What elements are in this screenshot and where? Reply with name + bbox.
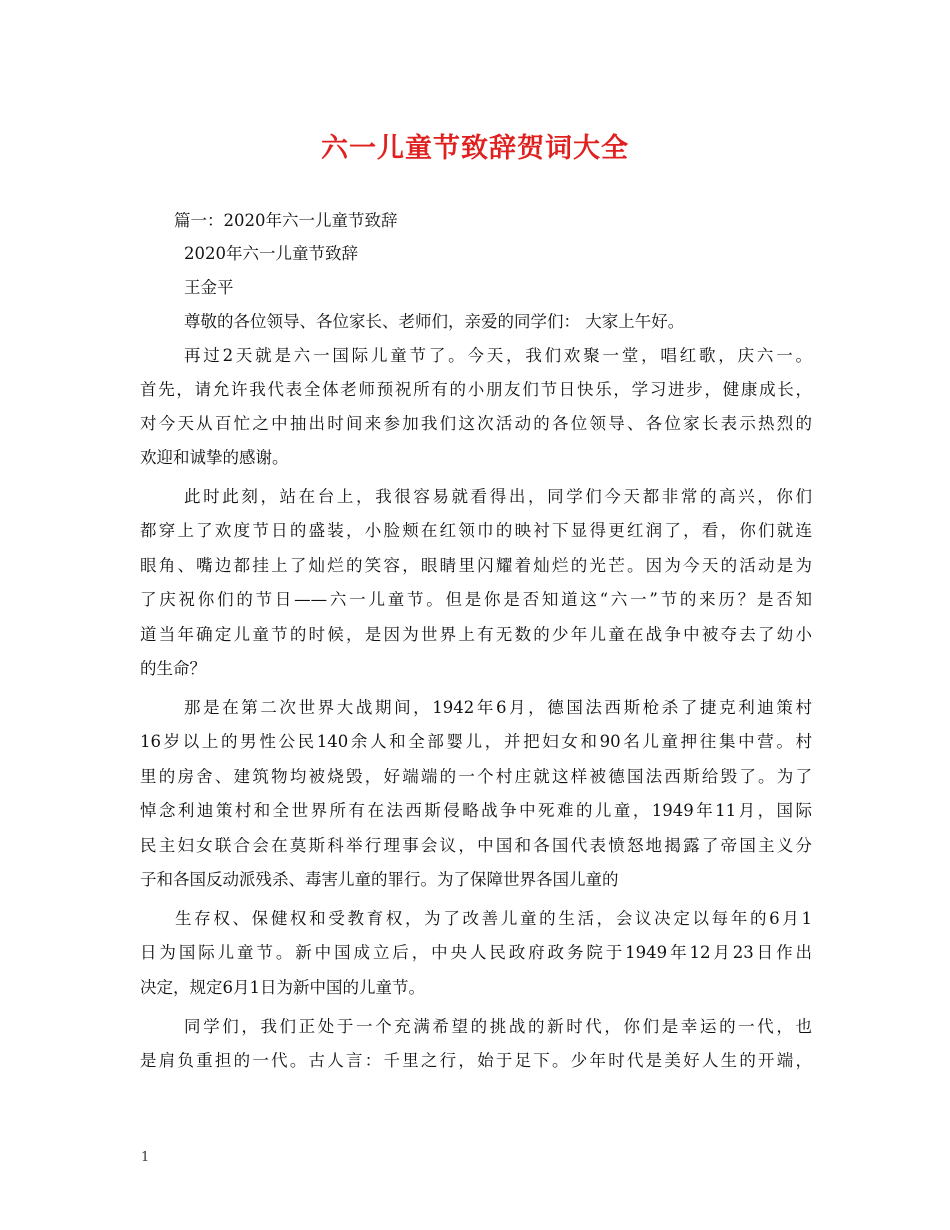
page-number: 1 bbox=[141, 1150, 150, 1165]
paragraph-line: 眼角、嘴边都挂上了灿烂的笑容，眼睛里闪耀着灿烂的光芒。因为今天的活动是为 bbox=[140, 556, 812, 575]
speaker-name: 王金平 bbox=[184, 278, 234, 297]
paragraph-line: 同学们，我们正处于一个充满希望的挑战的新时代，你们是幸运的一代，也 bbox=[184, 1017, 812, 1036]
salutation: 尊敬的各位领导、各位家长、老师们，亲爱的同学们： 大家上午好。 bbox=[184, 312, 685, 331]
paragraph-line: 16岁以上的男性公民140余人和全部婴儿，并把妇女和90名儿童押往集中营。村 bbox=[140, 732, 812, 751]
paragraph-line: 生存权、保健权和受教育权，为了改善儿童的生活，会议决定以每年的6月1 bbox=[175, 909, 812, 928]
paragraph-line: 欢迎和诚挚的感谢。 bbox=[140, 448, 289, 467]
paragraph-line: 道当年确定儿童节的时候，是因为世界上有无数的少年儿童在战争中被夺去了幼小 bbox=[140, 625, 812, 644]
document-title: 六一儿童节致辞贺词大全 bbox=[321, 133, 629, 164]
paragraph-line: 了庆祝你们的节日——六一儿童节。但是你是否知道这“六一”节的来历？是否知 bbox=[140, 590, 812, 609]
paragraph-line: 民主妇女联合会在莫斯科举行理事会议，中国和各国代表愤怒地揭露了帝国主义分 bbox=[140, 836, 812, 855]
paragraph-line: 日为国际儿童节。新中国成立后，中央人民政府政务院于1949年12月23日作出 bbox=[140, 943, 812, 962]
paragraph-line: 那是在第二次世界大战期间，1942年6月，德国法西斯枪杀了捷克利迪策村 bbox=[184, 698, 812, 717]
paragraph-line: 是肩负重担的一代。古人言：千里之行，始于足下。少年时代是美好人生的开端， bbox=[140, 1051, 812, 1070]
article-heading: 篇一：2020年六一儿童节致辞 bbox=[174, 211, 398, 230]
paragraph-line: 都穿上了欢度节日的盛装，小脸颊在红领巾的映衬下显得更红润了，看，你们就连 bbox=[140, 521, 812, 540]
speech-title: 2020年六一儿童节致辞 bbox=[184, 244, 358, 263]
paragraph-line: 决定，规定6月1日为新中国的儿童节。 bbox=[140, 978, 425, 997]
paragraph-line: 再过2天就是六一国际儿童节了。今天，我们欢聚一堂，唱红歌，庆六一。 bbox=[184, 346, 812, 365]
paragraph-line: 里的房舍、建筑物均被烧毁，好端端的一个村庄就这样被德国法西斯给毁了。为了 bbox=[140, 767, 812, 786]
paragraph-line: 悼念利迪策村和全世界所有在法西斯侵略战争中死难的儿童，1949年11月，国际 bbox=[140, 801, 812, 820]
paragraph-line: 子和各国反动派残杀、毒害儿童的罪行。为了保障世界各国儿童的 bbox=[140, 870, 619, 889]
paragraph-line: 的生命？ bbox=[140, 659, 206, 678]
paragraph-line: 对今天从百忙之中抽出时间来参加我们这次活动的各位领导、各位家长表示热烈的 bbox=[140, 414, 812, 433]
paragraph-line: 首先，请允许我代表全体老师预祝所有的小朋友们节日快乐，学习进步，健康成长， bbox=[140, 380, 812, 399]
paragraph-line: 此时此刻，站在台上，我很容易就看得出，同学们今天都非常的高兴，你们 bbox=[184, 487, 812, 506]
